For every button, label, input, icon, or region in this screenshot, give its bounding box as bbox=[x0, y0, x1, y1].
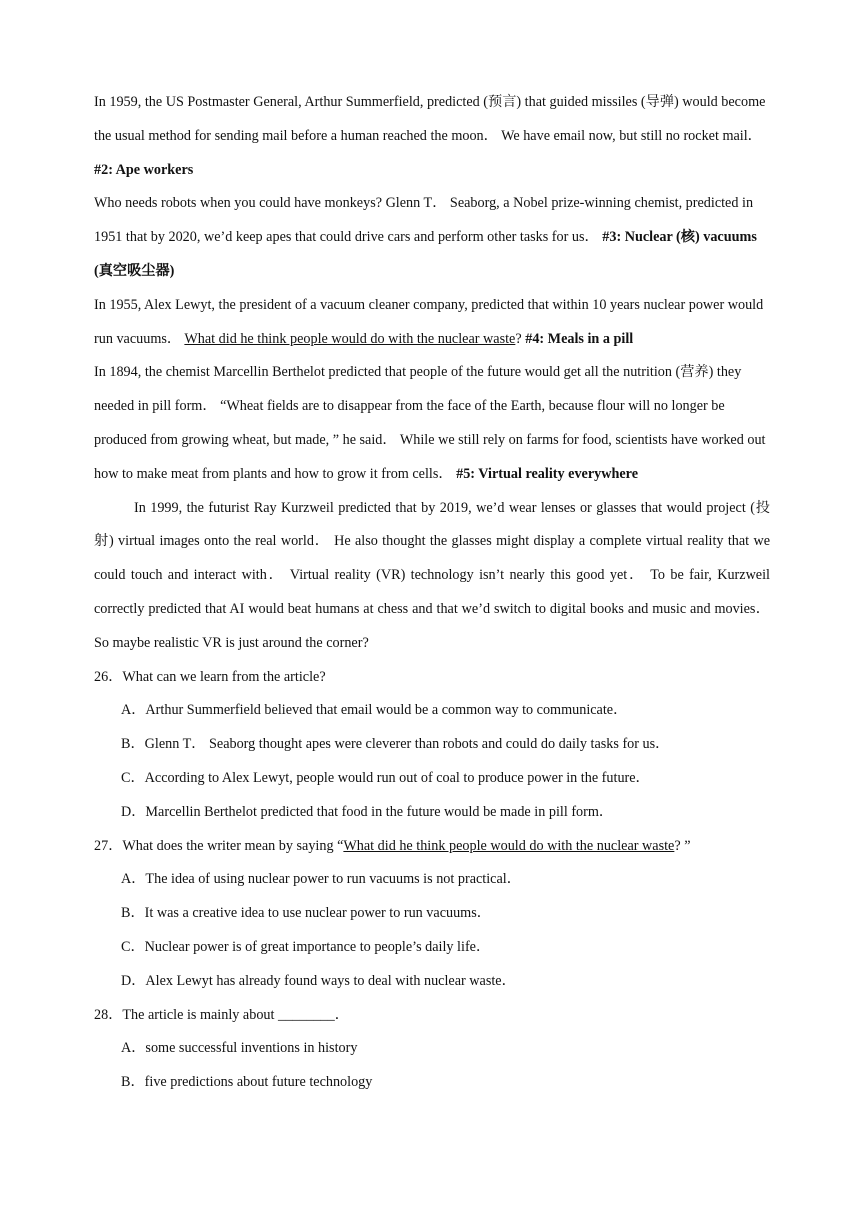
paragraph-kurzweil: In 1999, the futurist Ray Kurzweil predicted that by 2019, we’d wear lenses or glasses that would project (投射) virtual images onto the real world． He also thought the glasses might display a complete virtual reality that we could touch and interact with． Virtual reality (VR) technology isn’t nearly this good yet． To be fair, Kurzweil correctly predicted that AI would beat humans at chess and that we’d switch to digital books and music and movies． So maybe realistic VR is just around the corner? bbox=[94, 499, 770, 651]
passage-block-2 bbox=[94, 187, 770, 288]
question-27-option-d: D．Alex Lewyt has already found ways to deal with nuclear waste． bbox=[121, 972, 516, 989]
question-26-option-b: B．Glenn T． Seaborg thought apes were cleverer than robots and could do daily tasks for us． bbox=[121, 736, 670, 753]
question-27-stem-start: 27．What does the writer mean by saying “ bbox=[94, 837, 344, 854]
question-26-option-a: A．Arthur Summerfield believed that email would be a common way to communicate． bbox=[121, 702, 628, 719]
question-28-option-a: A．some successful inventions in history bbox=[121, 1040, 358, 1057]
paragraph-berthelot: In 1894, the chemist Marcellin Berthelot predicted that people of the future would get all the nutrition (营养) they needed in pill form． “Wheat fields are to disappear from the face of the Earth, because flour will no longer be produced from growing wheat, but made, ” he said． While we still rely on farms for food, scientists have worked out how to make meat from plants and how to grow it from cells． bbox=[94, 364, 766, 482]
question-27-quoted-sentence: What did he think people would do with the nuclear waste bbox=[343, 837, 675, 854]
question-26-option-d: D．Marcellin Berthelot predicted that food in the future would be made in pill form． bbox=[121, 803, 614, 820]
question-28-option-b: B．five predictions about future technology bbox=[121, 1074, 373, 1091]
heading-virtual-reality: #5: Virtual reality everywhere bbox=[456, 465, 638, 482]
question-27-stem-end: ? ” bbox=[674, 837, 691, 854]
underlined-sentence: What did he think people would do with the nuclear waste bbox=[184, 330, 516, 347]
question-26-stem: 26．What can we learn from the article? bbox=[94, 668, 326, 685]
passage-block-3 bbox=[94, 289, 770, 357]
document-page bbox=[94, 86, 770, 1100]
question-mark: ? bbox=[515, 330, 522, 347]
passage-block-4 bbox=[94, 356, 770, 491]
question-27-stem bbox=[94, 830, 770, 864]
paragraph-lewyt: In 1955, Alex Lewyt, the president of a vacuum cleaner company, predicted that within 10 years nuclear power would run vacuums． bbox=[94, 296, 764, 347]
heading-meals-in-a-pill: #4: Meals in a pill bbox=[525, 330, 634, 347]
paragraph-seaborg: Who needs robots when you could have monkeys? Glenn T． Seaborg, a Nobel prize-winning chemist, predicted in 1951 that by 2020, we’d keep apes that could drive cars and perform other tasks for us． bbox=[94, 195, 754, 246]
question-28-stem: 28．The article is mainly about ________． bbox=[94, 1006, 349, 1023]
question-27-option-c: C．Nuclear power is of great importance to people’s daily life． bbox=[121, 938, 491, 955]
paragraph-summerfield: In 1959, the US Postmaster General, Arthur Summerfield, predicted (预言) that guided missiles (导弹) would become the usual method for sending mail before a human reached the moon． We have email now, but still no rocket mail． bbox=[94, 94, 766, 144]
heading-ape-workers: #2: Ape workers bbox=[94, 161, 194, 178]
question-27-option-a: A．The idea of using nuclear power to run vacuums is not practical． bbox=[121, 871, 521, 888]
question-27-option-b: B．It was a creative idea to use nuclear power to run vacuums． bbox=[121, 905, 491, 922]
heading-nuclear-vacuums: #3: Nuclear (核) vacuums (真空吸尘器) bbox=[94, 229, 757, 279]
question-26-option-c: C．According to Alex Lewyt, people would run out of coal to produce power in the future． bbox=[121, 769, 650, 786]
passage-block-1 bbox=[94, 86, 770, 187]
